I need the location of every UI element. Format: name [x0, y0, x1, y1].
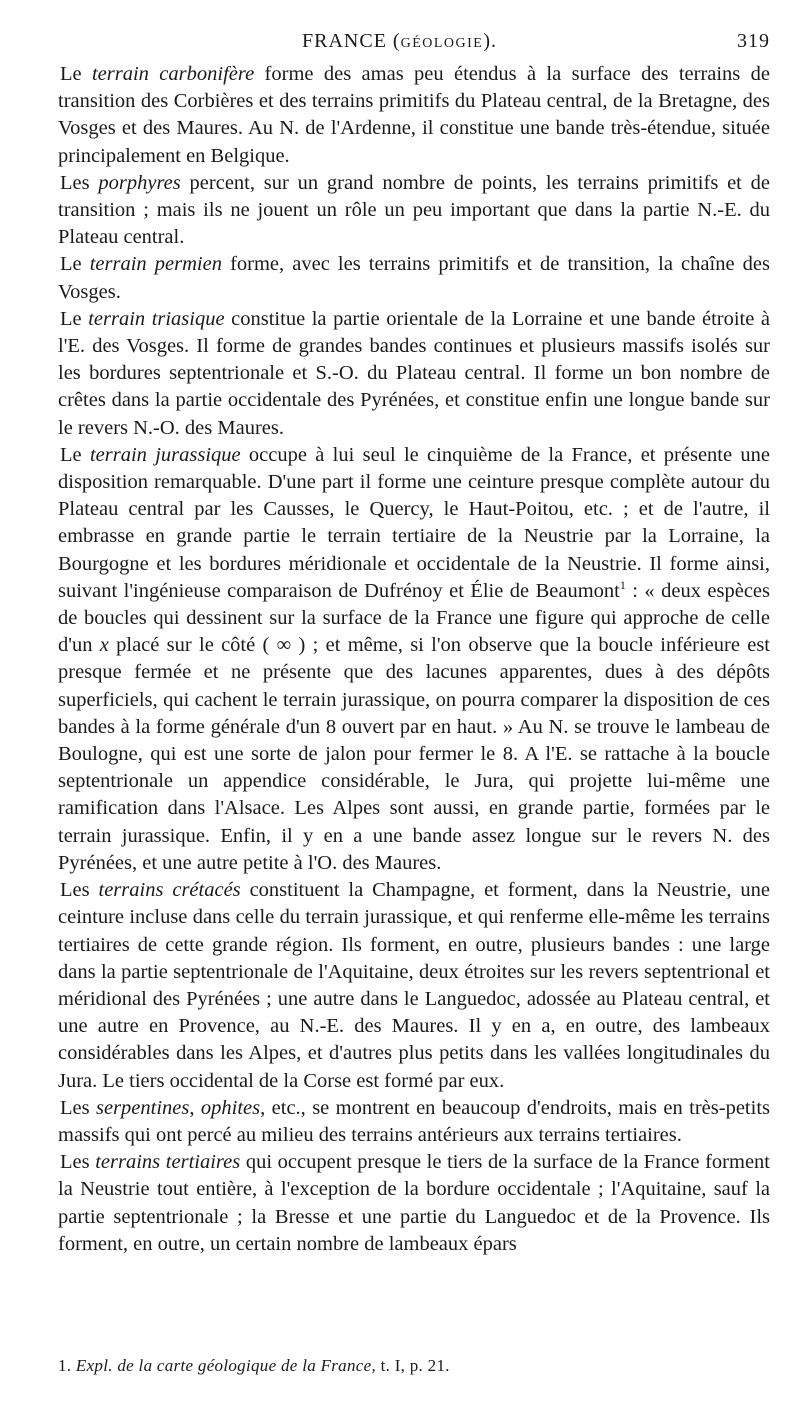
text-run: Les	[60, 1096, 96, 1119]
paragraph	[58, 1149, 770, 1258]
text-run: placé sur le côté ( ∞ ) ; et même, si l'on observe que la boucle inférieure est presque fermée et ne présente que des lacunes apparentes, dues à des dépôts superficiels, qui cachent le terrain jurassique, on pourra comparer la disposition de ces bandes à la forme générale d'un 8 ouvert par en haut. » Au N. se trouve le lambeau de Boulogne, qui est une sorte de jalon pour fermer le 8. A l'E. se rattache à la boucle septentrionale un appendice considérable, le Jura, qui projette lui-même une ramification dans l'Alsace. Les Alpes sont aussi, en grande partie, formées par le terrain jurassique. Enfin, il y en a une bande assez longue sur le revers N. des Pyrénées, et une autre petite à l'O. des Maures.	[58, 634, 770, 874]
text-run: Le	[60, 307, 89, 330]
italic-term: ophites	[200, 1096, 261, 1119]
text-run: Le	[60, 63, 92, 85]
page	[58, 26, 770, 1258]
paragraph	[58, 1095, 770, 1149]
italic-term: terrain carbonifère	[91, 63, 255, 85]
text-run: Les	[60, 879, 99, 902]
text-run: Le	[60, 443, 90, 466]
footnote-locator: t. I, p. 21.	[376, 1356, 450, 1375]
text-run: : « deux espèces de boucles qui dessinent sur la surface de la France une figure qui approche de celle d'un	[58, 579, 770, 657]
footnote-number: 1.	[58, 1356, 76, 1375]
text-run: qui occupent presque le tiers de la surface de la France forment la Neustrie tout entière, à l'exception de la bordure occidentale ; l'Aquitaine, sauf la partie septentrionale ; la Bresse et une partie du Languedoc et de la Provence. Ils forment, en outre, un certain nombre de lambeaux épars	[58, 1151, 770, 1255]
running-header	[58, 26, 770, 56]
paragraph	[58, 306, 770, 442]
italic-term: terrain permien	[89, 253, 222, 276]
paragraph	[58, 877, 770, 1095]
footnote-citation: Expl. de la carte géologique de la France,	[75, 1356, 377, 1375]
running-title-end: ).	[483, 30, 498, 52]
text-run: forme des amas peu étendus à la surface des terrains de transition des Corbières et des terrains primitifs du Plateau central, de la Bretagne, des Vosges et des Maures. Au N. de l'Ardenne, il constitue une bande très-étendue, située principalement en Belgique.	[58, 63, 770, 167]
paragraph	[58, 170, 770, 252]
text-run: Le	[60, 253, 90, 276]
running-title-main: FRANCE (	[302, 30, 401, 52]
italic-term: porphyres	[98, 171, 181, 194]
running-title-smallcaps: GÉOLOGIE	[400, 36, 484, 51]
text-run: , etc., se montrent en beaucoup d'endroits, mais en très-petits massifs qui ont percé au milieu des terrains antérieurs aux terrains tertiaires.	[58, 1096, 770, 1146]
paragraph	[58, 61, 770, 170]
footnote	[58, 1356, 450, 1376]
text-run: Les	[60, 171, 99, 194]
running-title	[302, 30, 497, 53]
text-run: Les	[60, 1151, 96, 1174]
text-run: ,	[189, 1096, 201, 1119]
page-number: 319	[737, 30, 770, 52]
text-run: occupe à lui seul le cinquième de la France, et présente une disposition remarquable. D'une part il forme une ceinture presque complète autour du Plateau central par les Causses, le Quercy, le Haut-Poitou, etc. ; et de l'autre, il embrasse en grande partie le terrain tertiaire de la Neustrie par la Lorraine, la Bourgogne et les bordures méridionale et occidentale de la Neustrie. Il forme ainsi, suivant l'ingénieuse comparaison de Dufrénoy et Élie de Beaumont	[58, 443, 771, 602]
italic-term: terrains crétacés	[98, 879, 241, 902]
paragraph	[58, 442, 770, 877]
paragraph	[58, 251, 770, 305]
italic-term: serpentines	[96, 1096, 190, 1119]
italic-term: terrain jurassique	[89, 443, 241, 466]
italic-term: terrain triasique	[88, 307, 225, 330]
italic-term: terrains tertiaires	[95, 1151, 241, 1174]
footnote-marker: 1	[619, 578, 626, 593]
italic-term: x	[99, 634, 109, 657]
text-run: constitue la partie orientale de la Lorraine et une bande étroite à l'E. des Vosges. Il forme de grandes bandes continues et plusieurs massifs isolés sur les bordures septentrionale et S.-O. du Plateau central. Il forme un bon nombre de crêtes dans la partie occidentale des Pyrénées, et constitue enfin une longue bande sur le revers N.-O. des Maures.	[58, 307, 770, 439]
body-text	[58, 61, 770, 1258]
text-run: forme, avec les terrains primitifs et de transition, la chaîne des Vosges.	[58, 253, 770, 303]
text-run: constituent la Champagne, et forment, dans la Neustrie, une ceinture incluse dans celle du terrain jurassique, et qui renferme elle-même les terrains tertiaires de cette grande région. Ils forment, en outre, plusieurs bandes : une large dans la partie septentrionale de l'Aquitaine, deux étroites sur les revers septentrional et méridional des Pyrénées ; une autre dans le Languedoc, adossée au Plateau central, et une autre en Provence, au N.-E. des Maures. Il y en a, en outre, des lambeaux considérables dans les Alpes, et d'autres plus petits dans les vallées longitudinales du Jura. Le tiers occidental de la Corse est formé par eux.	[58, 879, 770, 1092]
text-run: percent, sur un grand nombre de points, les terrains primitifs et de transition ; mais ils ne jouent un rôle un peu important que dans la partie N.-E. du Plateau central.	[58, 171, 770, 249]
